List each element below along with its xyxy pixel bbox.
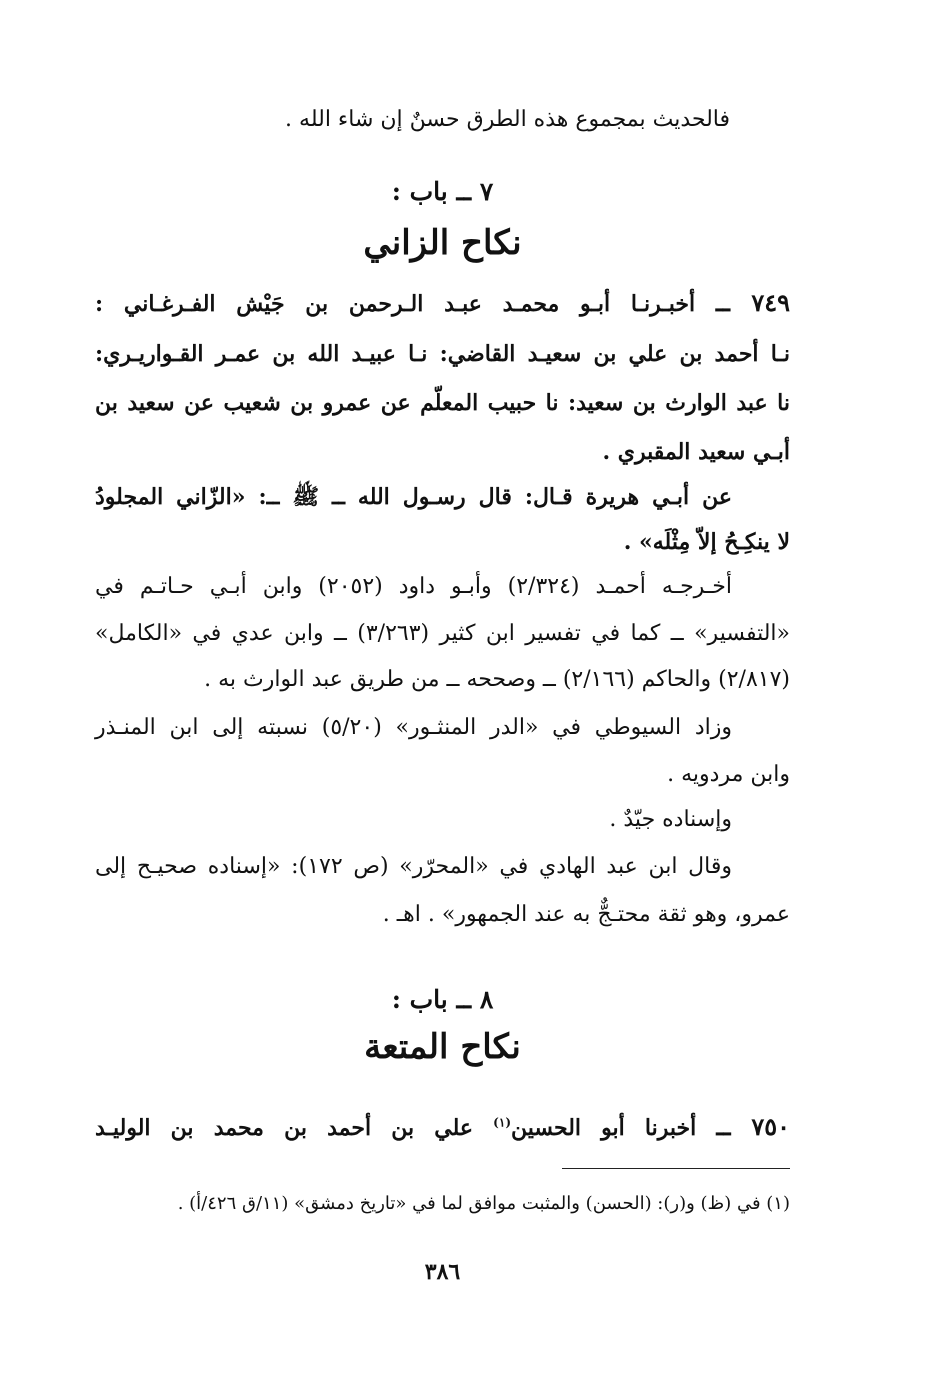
chapter-7-number: ٧ ــ باب : (391, 177, 494, 206)
takhrij-p1-line-1: أخـرجـه أحمـد (٢/٣٢٤) وأبـو داود (٢٠٥٢) وابن أبـي حـاتـم في (95, 574, 732, 599)
book-page (95, 0, 790, 1373)
takhrij-p1-line-3: (٢/٨١٧) والحاكم (٢/١٦٦) ــ وصححه ــ من طريق عبد الوارث به . (204, 667, 790, 692)
footnote-separator (562, 1168, 790, 1169)
takhrij-p2-line-1: وزاد السيوطي في «الدر المنثـور» (٥/٢٠) نسبته إلى ابن المنـذر (95, 715, 732, 740)
takhrij-p4-line-2: عمرو، وهو ثقة محتـجٌّ به عند الجمهور» . اهـ . (382, 902, 790, 927)
chapter-8-title: نكاح المتعة (364, 1027, 521, 1067)
hadith-750-text-a: أخبرنا أبو الحسين (511, 1115, 697, 1141)
hadith-749-line-4: أبـي سعيد المقبري . (602, 439, 790, 465)
chapter-8-number: ٨ ــ باب : (391, 985, 494, 1014)
takhrij-p2-line-2: وابن مردويه . (667, 762, 790, 787)
hadith-749-number: ٧٤٩ ــ (715, 288, 790, 317)
hadith-749-isnad-1: أخبـرنـا أبـو محمـد عبـد الـرحمن بن جَيْش الفـرغـاني : (95, 291, 696, 317)
hadith-750-text-b: علي بن أحمد بن محمد بن الوليـد (95, 1115, 494, 1141)
hadith-749-line-2: نـا أحمد بن علي بن سعيـد القاضي: نـا عبيـد الله بن عمـر القـواريـري: (95, 341, 790, 367)
footnote-1: (١) في (ظ) و(ر): (الحسن) والمثبت موافق لما في «تاريخ دمشق» (١١/ق ٤٢٦/أ) . (177, 1193, 790, 1214)
takhrij-p3: وإسناده جيّدٌ . (609, 807, 732, 832)
hadith-749-line-1 (95, 286, 790, 321)
hadith-750-line-1 (95, 1110, 790, 1145)
hadith-749-matn-1: عن أبـي هريرة قـال: قال رسـول الله ــ ﷺ ــ: «الزّاني المجلودُ (95, 484, 732, 510)
opening-line: فالحديث بمجموع هذه الطرق حسنٌ إن شاء الله . (285, 107, 730, 132)
takhrij-p1-line-2: «التفسير» ــ كما في تفسير ابن كثير (٣/٢٦٣) ــ وابن عدي في «الكامل» (95, 621, 790, 646)
chapter-7-title: نكاح الزاني (363, 223, 522, 263)
hadith-749-matn-2: لا ينكِـحُ إلاّ مِثْلَه» . (623, 529, 790, 555)
page-number: ٣٨٦ (424, 1259, 461, 1285)
footnote-ref-1: (١) (493, 1115, 511, 1130)
takhrij-p4-line-1: وقال ابن عبد الهادي في «المحرّر» (ص ١٧٢): «إسناده صحيـح إلى (95, 854, 732, 879)
hadith-750-number: ٧٥٠ ــ (716, 1112, 790, 1141)
hadith-749-line-3: نا عبد الوارث بن سعيد: نا حبيب المعلّم عن عمرو بن شعيب عن سعيد بن (95, 390, 790, 416)
